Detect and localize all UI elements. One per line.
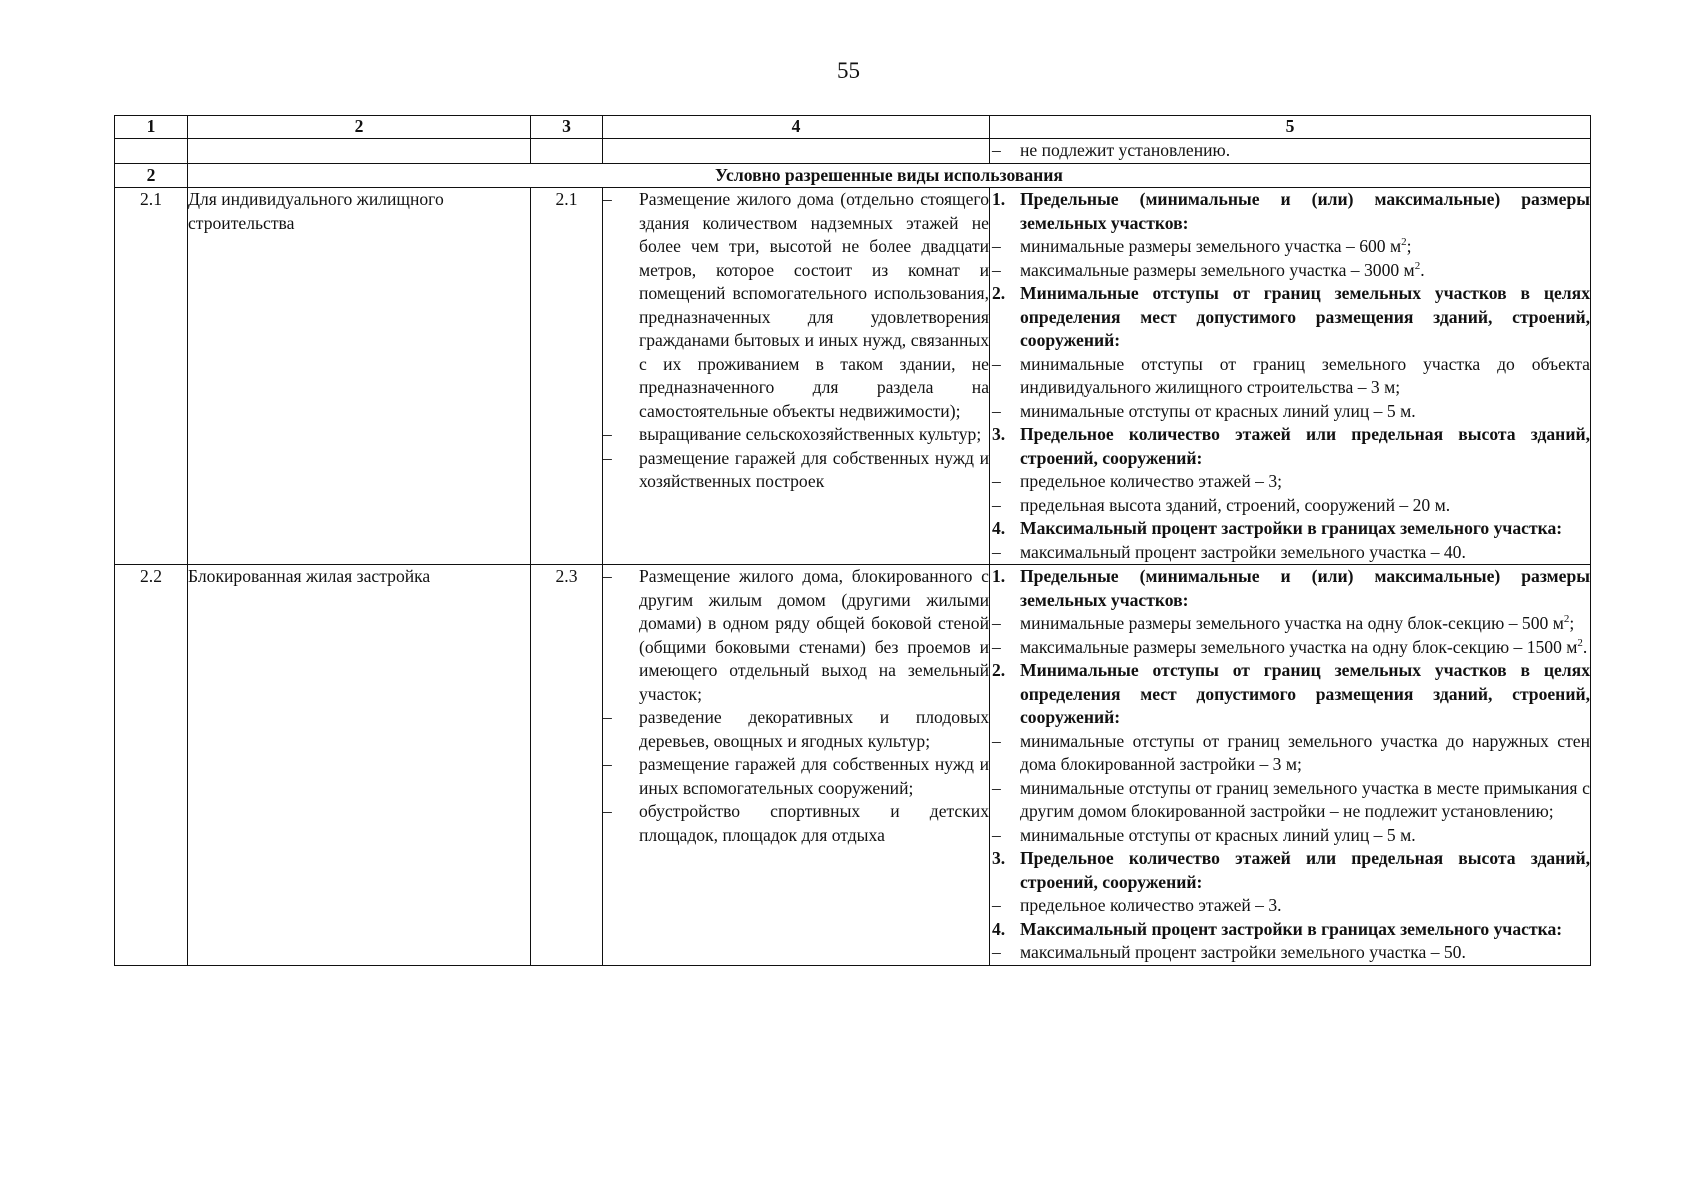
dash-marker: – (992, 259, 1001, 280)
use-text: Размещение жилого дома, блокированного с другим жилым домом (другими жилыми домами) в одном ряду общей боковой стеной (общими боковыми стенами) без проемов и имеющего отдельный выход на земельный участок; (639, 566, 989, 704)
parameter-title: Предельные (минимальные и (или) максимальные) размеры земельных участков: (1020, 566, 1590, 610)
parameter-value-text: предельное количество этажей – 3; (1020, 471, 1283, 491)
use-text: размещение гаражей для собственных нужд и иных вспомогательных сооружений; (639, 754, 989, 798)
dash-marker: – (992, 895, 1001, 915)
use-text: разведение декоративных и плодовых деревьев, овощных и ягодных культур; (639, 707, 989, 751)
parameter-value (1020, 824, 1590, 848)
column-number: 2 (188, 116, 531, 139)
parameter-item (990, 730, 1590, 777)
dash-marker: – (603, 189, 612, 209)
dash-marker: – (992, 824, 1001, 845)
use-item (603, 423, 989, 447)
parameter-item (990, 494, 1590, 518)
dash-marker: – (992, 730, 1001, 751)
parameter-value-text: максимальный процент застройки земельного участка – 40. (1020, 541, 1466, 562)
parameter-number: 1. (992, 566, 1006, 586)
parameter-value (1020, 353, 1590, 400)
parameter-item (990, 235, 1590, 259)
dash-marker: – (992, 613, 1001, 633)
permitted-uses-cell (603, 565, 990, 966)
parameter-value-text: минимальные отступы от красных линий улиц – 5 м. (1020, 824, 1416, 845)
parameter-value-text: минимальные отступы от красных линий улиц – 5 м. (1020, 400, 1416, 421)
value-punctuation: ; (1569, 613, 1575, 633)
use-text: Размещение жилого дома (отдельно стоящего здания количеством надземных этажей не более чем три, высотой не более двадцати метров, которое состоит из комнат и помещений вспомогательного использования, предназначенных для удовлетворения гражданами бытовых и иных нужд, связанных с их проживанием в таком здании, не предназначенного для раздела на самостоятельные объекты недвижимости); (639, 189, 989, 421)
continuation-row (115, 139, 1591, 164)
dash-marker: – (992, 236, 1001, 256)
dash-marker: – (603, 754, 612, 774)
parameter-value (1020, 541, 1590, 565)
parameter-heading (990, 918, 1590, 942)
parameter-heading (990, 423, 1590, 470)
parameter-item (990, 636, 1590, 660)
parameter-value-text: минимальные размеры земельного участка – 600 м (1020, 236, 1402, 256)
column-number-row (115, 116, 1591, 139)
unit-superscript: 2 (1563, 613, 1570, 626)
parameter-item (990, 941, 1590, 965)
parameter-number: 2. (992, 283, 1006, 303)
section-row (115, 164, 1591, 188)
use-item (603, 753, 989, 800)
parameter-value (1020, 235, 1590, 259)
classifier-code: 2.1 (531, 188, 603, 565)
use-item (603, 565, 989, 706)
dash-marker: – (992, 140, 1001, 160)
value-punctuation: . (1582, 636, 1588, 657)
dash-marker: – (992, 777, 1001, 798)
use-item (603, 800, 989, 847)
parameter-heading (990, 847, 1590, 894)
parameter-heading (990, 517, 1590, 541)
parameter-title: Предельное количество этажей или предельная высота зданий, строений, сооружений: (1020, 424, 1590, 468)
use-text: выращивание сельскохозяйственных культур; (639, 424, 982, 444)
parameter-item (990, 612, 1590, 636)
parameter-value-text: предельное количество этажей – 3. (1020, 895, 1282, 915)
parameter-value (1020, 894, 1590, 918)
column-number: 3 (531, 116, 603, 139)
parameter-item (990, 541, 1590, 565)
parameter-heading (990, 565, 1590, 612)
parameter-value (1020, 400, 1590, 424)
dash-marker: – (603, 424, 612, 444)
unit-superscript: 2 (1401, 236, 1407, 249)
table-row (115, 565, 1591, 966)
use-item (603, 188, 989, 423)
section-title: Условно разрешенные виды использования (188, 164, 1591, 188)
dash-marker: – (992, 636, 1001, 657)
parameter-item (990, 400, 1590, 424)
unit-superscript: 2 (1414, 259, 1421, 272)
use-text: размещение гаражей для собственных нужд и хозяйственных построек (639, 447, 989, 491)
parameter-value-text: предельная высота зданий, строений, сооружений – 20 м. (1020, 494, 1451, 515)
column-number: 5 (990, 116, 1591, 139)
parameter-heading (990, 188, 1590, 235)
dash-marker: – (992, 471, 1001, 491)
parameter-value-text: максимальные размеры земельного участка – 3000 м (1020, 259, 1415, 280)
table-body (115, 188, 1591, 966)
use-text: обустройство спортивных и детских площадок, площадок для отдыха (639, 801, 989, 845)
page-number: 55 (837, 58, 860, 83)
parameter-value-text: минимальные отступы от границ земельного участка до объекта индивидуального жилищного строительства – 3 м; (1020, 353, 1590, 397)
parameters-cell (990, 565, 1591, 966)
dash-marker: – (992, 541, 1001, 562)
dash-marker: – (992, 494, 1001, 515)
parameter-title: Максимальный процент застройки в границах земельного участка: (1020, 918, 1563, 939)
parameter-number: 3. (992, 424, 1006, 444)
parameter-value (1020, 470, 1590, 494)
use-item (603, 706, 989, 753)
row-number: 2.1 (115, 188, 188, 565)
classifier-code: 2.3 (531, 565, 603, 966)
unit-superscript: 2 (1577, 636, 1583, 649)
dash-marker: – (992, 400, 1001, 421)
parameters-cell (990, 188, 1591, 565)
land-use-name: Блокированная жилая застройка (188, 565, 531, 966)
parameter-value-text: минимальные отступы от границ земельного участка в месте примыкания с другим домом блокированной застройки – не подлежит установлению; (1020, 777, 1590, 821)
column-number: 1 (115, 116, 188, 139)
parameter-number: 4. (992, 518, 1006, 538)
parameter-value (1020, 636, 1590, 660)
parameter-item (990, 894, 1590, 918)
value-punctuation: ; (1406, 236, 1412, 256)
dash-marker: – (603, 801, 612, 821)
zoning-table (114, 115, 1591, 966)
parameter-item (990, 470, 1590, 494)
use-item (603, 447, 989, 494)
dash-marker: – (603, 447, 612, 468)
parameter-value-text: минимальные размеры земельного участка на одну блок-секцию – 500 м (1020, 613, 1564, 633)
section-number: 2 (115, 164, 188, 188)
permitted-uses-cell (603, 188, 990, 565)
parameter-title: Минимальные отступы от границ земельных участков в целях определения мест допустимого размещения зданий, строений, сооружений: (1020, 660, 1590, 727)
parameter-number: 3. (992, 848, 1006, 868)
continuation-cell (990, 139, 1591, 164)
parameter-value (1020, 494, 1590, 518)
dash-marker: – (992, 942, 1001, 962)
parameter-item (990, 824, 1590, 848)
dash-marker: – (603, 566, 612, 586)
parameter-number: 4. (992, 918, 1006, 939)
parameter-number: 1. (992, 189, 1006, 209)
land-use-name: Для индивидуального жилищного строительства (188, 188, 531, 565)
table-row (115, 188, 1591, 565)
parameter-value (1020, 612, 1590, 636)
parameter-item (990, 259, 1590, 283)
parameter-value-text: максимальный процент застройки земельного участка – 50. (1020, 942, 1466, 962)
parameter-value-text: минимальные отступы от границ земельного участка до наружных стен дома блокированной застройки – 3 м; (1020, 730, 1590, 774)
dash-marker: – (603, 707, 612, 727)
row-number: 2.2 (115, 565, 188, 966)
parameter-value (1020, 777, 1590, 824)
value-punctuation: . (1420, 259, 1425, 280)
parameter-value (1020, 941, 1590, 965)
parameter-title: Предельное количество этажей или предельная высота зданий, строений, сооружений: (1020, 848, 1590, 892)
parameter-item (990, 353, 1590, 400)
parameter-value (1020, 259, 1590, 283)
parameter-value-text: максимальные размеры земельного участка на одну блок-секцию – 1500 м (1020, 636, 1578, 657)
parameter-heading (990, 659, 1590, 730)
parameter-number: 2. (992, 660, 1006, 680)
parameter-title: Предельные (минимальные и (или) максимальные) размеры земельных участков: (1020, 189, 1590, 233)
parameter-item (990, 777, 1590, 824)
continuation-text: не подлежит установлению. (1020, 140, 1231, 160)
dash-marker: – (992, 353, 1001, 374)
parameter-title: Минимальные отступы от границ земельных участков в целях определения мест допустимого размещения зданий, строений, сооружений: (1020, 283, 1590, 350)
parameter-title: Максимальный процент застройки в границах земельного участка: (1020, 518, 1563, 538)
parameter-heading (990, 282, 1590, 353)
parameter-value (1020, 730, 1590, 777)
column-number: 4 (603, 116, 990, 139)
